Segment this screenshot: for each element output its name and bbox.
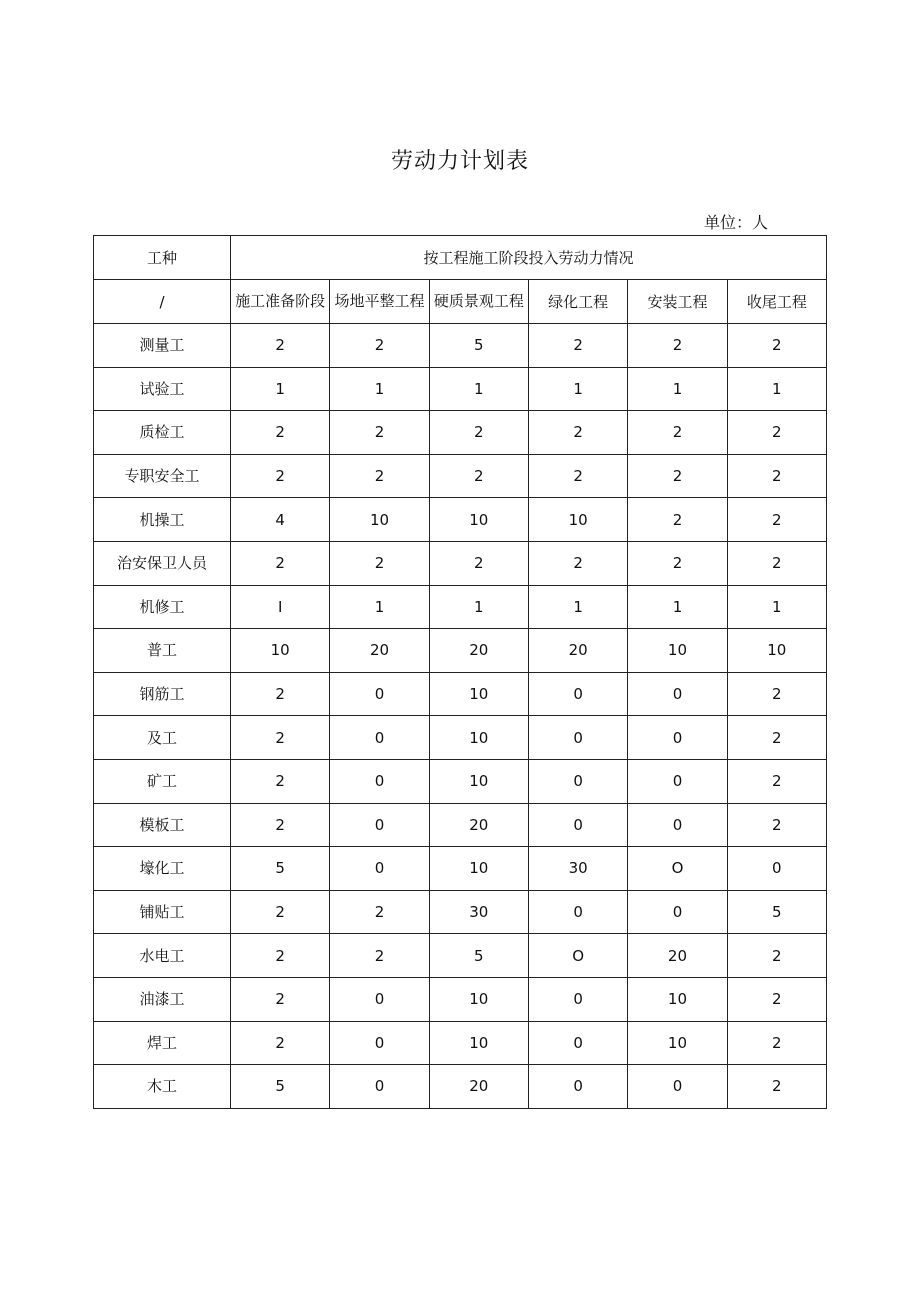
table-row xyxy=(94,498,827,542)
worker-type-cell: 油漆工 xyxy=(94,977,231,1021)
headcount-cell: 2 xyxy=(429,541,528,585)
headcount-cell: 0 xyxy=(330,977,429,1021)
headcount-cell: 1 xyxy=(727,585,826,629)
worker-type-cell: 模板工 xyxy=(94,803,231,847)
headcount-cell: 2 xyxy=(528,411,627,455)
table-row xyxy=(94,716,827,760)
headcount-cell: 0 xyxy=(330,803,429,847)
table-row xyxy=(94,890,827,934)
headcount-cell: 5 xyxy=(231,847,330,891)
table-row xyxy=(94,1021,827,1065)
headcount-cell: 2 xyxy=(429,411,528,455)
headcount-cell: 20 xyxy=(429,1065,528,1109)
table-row xyxy=(94,585,827,629)
headcount-cell: 0 xyxy=(528,716,627,760)
stage-header: 收尾工程 xyxy=(727,280,826,324)
worker-type-cell: 壕化工 xyxy=(94,847,231,891)
headcount-cell: 2 xyxy=(727,324,826,368)
headcount-cell: 10 xyxy=(429,498,528,542)
table-row xyxy=(94,803,827,847)
worker-type-header: 工种 xyxy=(94,236,231,280)
headcount-cell: 2 xyxy=(628,498,727,542)
headcount-cell: 30 xyxy=(429,890,528,934)
headcount-cell: 2 xyxy=(231,759,330,803)
headcount-cell: 2 xyxy=(231,411,330,455)
headcount-cell: 0 xyxy=(628,890,727,934)
headcount-cell: 1 xyxy=(528,367,627,411)
table-row xyxy=(94,759,827,803)
headcount-cell: 2 xyxy=(231,672,330,716)
headcount-cell: 1 xyxy=(628,585,727,629)
table-row xyxy=(94,977,827,1021)
table-row xyxy=(94,672,827,716)
headcount-cell: 2 xyxy=(330,454,429,498)
worker-type-cell: 焊工 xyxy=(94,1021,231,1065)
headcount-cell: 10 xyxy=(429,672,528,716)
headcount-cell: 0 xyxy=(727,847,826,891)
headcount-cell: 0 xyxy=(528,759,627,803)
worker-type-cell: 木工 xyxy=(94,1065,231,1109)
headcount-cell: 2 xyxy=(330,541,429,585)
headcount-cell: 10 xyxy=(628,629,727,673)
headcount-cell: 10 xyxy=(628,977,727,1021)
headcount-cell: 0 xyxy=(330,759,429,803)
headcount-cell: 0 xyxy=(628,1065,727,1109)
headcount-cell: 2 xyxy=(231,454,330,498)
stage-group-header: 按工程施工阶段投入劳动力情况 xyxy=(231,236,827,280)
stage-header: 硬质景观工程 xyxy=(429,280,528,324)
worker-type-cell: 及工 xyxy=(94,716,231,760)
headcount-cell: O xyxy=(628,847,727,891)
headcount-cell: 10 xyxy=(429,977,528,1021)
headcount-cell: 2 xyxy=(727,803,826,847)
headcount-cell: 2 xyxy=(727,411,826,455)
slash-cell: / xyxy=(94,280,231,324)
headcount-cell: 4 xyxy=(231,498,330,542)
headcount-cell: 0 xyxy=(628,803,727,847)
headcount-cell: 5 xyxy=(231,1065,330,1109)
table-row xyxy=(94,324,827,368)
headcount-cell: 10 xyxy=(429,759,528,803)
headcount-cell: 10 xyxy=(727,629,826,673)
headcount-cell: 2 xyxy=(231,890,330,934)
headcount-cell: 0 xyxy=(528,1021,627,1065)
headcount-cell: 2 xyxy=(231,934,330,978)
headcount-cell: 2 xyxy=(330,934,429,978)
headcount-cell: 2 xyxy=(528,324,627,368)
stage-header: 安装工程 xyxy=(628,280,727,324)
headcount-cell: 2 xyxy=(727,1021,826,1065)
headcount-cell: 10 xyxy=(330,498,429,542)
headcount-cell: 30 xyxy=(528,847,627,891)
headcount-cell: 1 xyxy=(429,585,528,629)
worker-type-cell: 治安保卫人员 xyxy=(94,541,231,585)
table-row xyxy=(94,847,827,891)
headcount-cell: 2 xyxy=(727,934,826,978)
worker-type-cell: 质检工 xyxy=(94,411,231,455)
headcount-cell: 2 xyxy=(231,716,330,760)
headcount-cell: 0 xyxy=(330,672,429,716)
headcount-cell: 0 xyxy=(528,803,627,847)
headcount-cell: 2 xyxy=(628,454,727,498)
headcount-cell: 0 xyxy=(528,890,627,934)
headcount-cell: 2 xyxy=(628,324,727,368)
headcount-cell: 2 xyxy=(231,977,330,1021)
headcount-cell: 2 xyxy=(231,541,330,585)
worker-type-cell: 测量工 xyxy=(94,324,231,368)
headcount-cell: 0 xyxy=(330,1021,429,1065)
stage-header: 绿化工程 xyxy=(528,280,627,324)
header-row-2 xyxy=(94,280,827,324)
stage-header: 场地平整工程 xyxy=(330,280,429,324)
headcount-cell: 5 xyxy=(727,890,826,934)
headcount-cell: 20 xyxy=(628,934,727,978)
headcount-cell: 20 xyxy=(330,629,429,673)
headcount-cell: 0 xyxy=(528,977,627,1021)
table-row xyxy=(94,367,827,411)
headcount-cell: 0 xyxy=(528,672,627,716)
headcount-cell: 10 xyxy=(429,716,528,760)
headcount-cell: 10 xyxy=(429,847,528,891)
page-title: 劳动力计划表 xyxy=(390,149,529,174)
headcount-cell: 2 xyxy=(528,541,627,585)
headcount-cell: 2 xyxy=(727,672,826,716)
headcount-cell: 1 xyxy=(330,585,429,629)
headcount-cell: 2 xyxy=(628,411,727,455)
table-row xyxy=(94,1065,827,1109)
headcount-cell: 2 xyxy=(330,411,429,455)
headcount-cell: 0 xyxy=(628,716,727,760)
worker-type-cell: 铺贴工 xyxy=(94,890,231,934)
headcount-cell: 2 xyxy=(727,454,826,498)
headcount-cell: 0 xyxy=(330,716,429,760)
headcount-cell: 1 xyxy=(429,367,528,411)
unit-label: 单位：人 xyxy=(704,213,769,232)
headcount-cell: 2 xyxy=(528,454,627,498)
headcount-cell: 1 xyxy=(330,367,429,411)
headcount-cell: 1 xyxy=(727,367,826,411)
worker-type-cell: 水电工 xyxy=(94,934,231,978)
headcount-cell: 2 xyxy=(727,498,826,542)
worker-type-cell: 普工 xyxy=(94,629,231,673)
header-row-1 xyxy=(94,236,827,280)
table-row xyxy=(94,411,827,455)
headcount-cell: 1 xyxy=(628,367,727,411)
headcount-cell: 0 xyxy=(628,759,727,803)
headcount-cell: 2 xyxy=(231,803,330,847)
headcount-cell: 1 xyxy=(231,367,330,411)
headcount-cell: 2 xyxy=(727,1065,826,1109)
headcount-cell: 2 xyxy=(727,977,826,1021)
table-row xyxy=(94,934,827,978)
headcount-cell: 2 xyxy=(628,541,727,585)
headcount-cell: 2 xyxy=(231,1021,330,1065)
headcount-cell: 2 xyxy=(727,759,826,803)
headcount-cell: 20 xyxy=(429,629,528,673)
worker-type-cell: 矿工 xyxy=(94,759,231,803)
worker-type-cell: 机操工 xyxy=(94,498,231,542)
headcount-cell: 1 xyxy=(528,585,627,629)
table-row xyxy=(94,454,827,498)
table-row xyxy=(94,629,827,673)
worker-type-cell: 机修工 xyxy=(94,585,231,629)
headcount-cell: 10 xyxy=(628,1021,727,1065)
headcount-cell: 2 xyxy=(231,324,330,368)
headcount-cell: 2 xyxy=(330,890,429,934)
headcount-cell: 20 xyxy=(528,629,627,673)
headcount-cell: 0 xyxy=(528,1065,627,1109)
headcount-cell: 2 xyxy=(429,454,528,498)
headcount-cell: O xyxy=(528,934,627,978)
worker-type-cell: 钢筋工 xyxy=(94,672,231,716)
headcount-cell: 2 xyxy=(727,716,826,760)
headcount-cell: 5 xyxy=(429,324,528,368)
headcount-cell: I xyxy=(231,585,330,629)
headcount-cell: 20 xyxy=(429,803,528,847)
stage-header: 施工准备阶段 xyxy=(231,280,330,324)
headcount-cell: 2 xyxy=(330,324,429,368)
headcount-cell: 0 xyxy=(628,672,727,716)
headcount-cell: 2 xyxy=(727,541,826,585)
headcount-cell: 5 xyxy=(429,934,528,978)
headcount-cell: 0 xyxy=(330,847,429,891)
headcount-cell: 10 xyxy=(429,1021,528,1065)
worker-type-cell: 试验工 xyxy=(94,367,231,411)
headcount-cell: 10 xyxy=(231,629,330,673)
table-row xyxy=(94,541,827,585)
labor-plan-table xyxy=(93,235,827,1109)
headcount-cell: 10 xyxy=(528,498,627,542)
worker-type-cell: 专职安全工 xyxy=(94,454,231,498)
headcount-cell: 0 xyxy=(330,1065,429,1109)
